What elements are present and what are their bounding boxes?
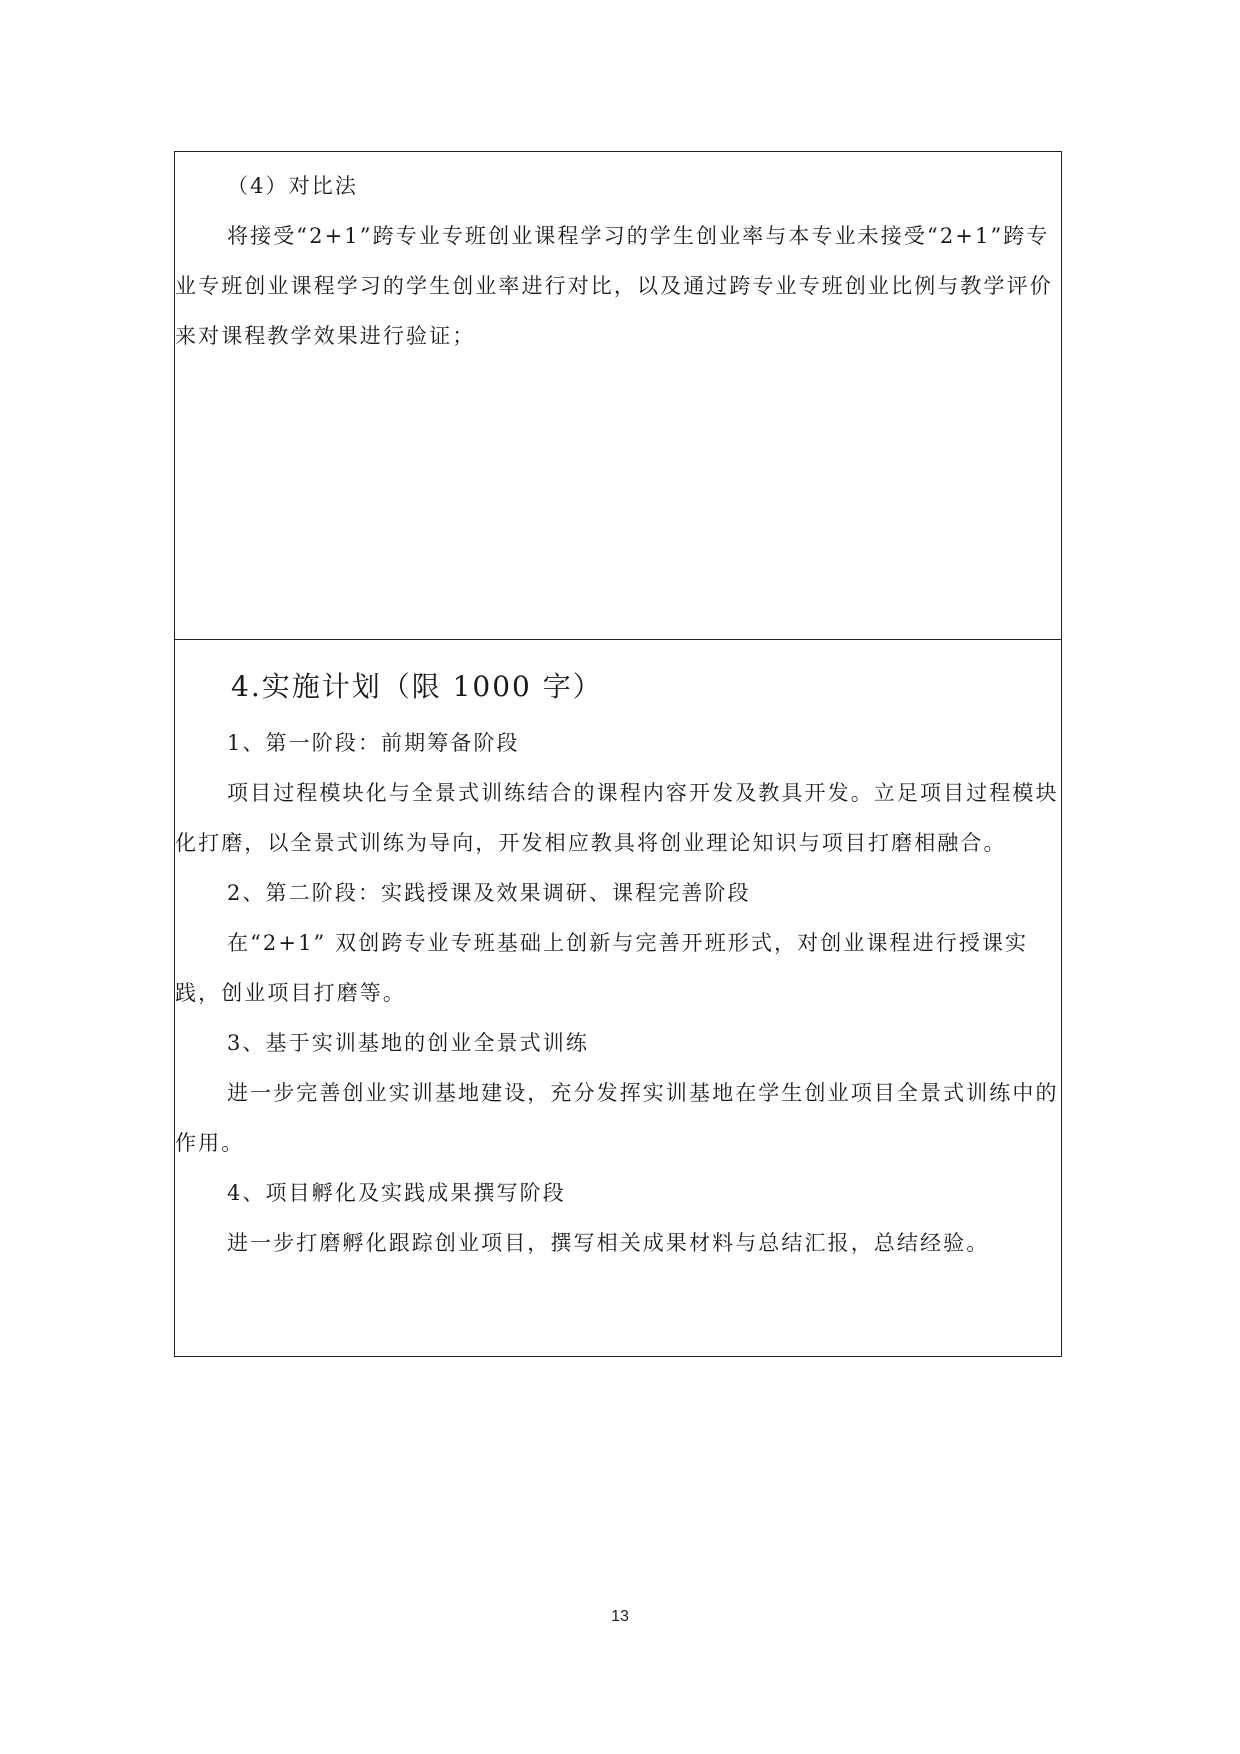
stage2-title: 2、第二阶段：实践授课及效果调研、课程完善阶段 bbox=[227, 881, 751, 905]
stage2-body: 在“2+1” 双创跨专业专班基础上创新与完善开班形式，对创业课程进行授课实践，创业项目打磨等。 bbox=[175, 931, 1029, 1005]
stage1-body: 项目过程模块化与全景式训练结合的课程内容开发及教具开发。立足项目过程模块化打磨，以全景式训练为导向，开发相应教具将创业理论知识与项目打磨相融合。 bbox=[175, 781, 1059, 855]
stage4-body: 进一步打磨孵化跟踪创业项目，撰写相关成果材料与总结汇报，总结经验。 bbox=[227, 1231, 990, 1255]
plan-title: 4.实施计划（限 1000 字） bbox=[231, 670, 603, 703]
method-cell bbox=[175, 152, 1061, 640]
form-table bbox=[174, 151, 1062, 1357]
page-number: 13 bbox=[611, 1608, 629, 1625]
stage1-title: 1、第一阶段：前期筹备阶段 bbox=[227, 731, 520, 755]
method-content bbox=[175, 161, 1061, 361]
stage4-title: 4、项目孵化及实践成果撰写阶段 bbox=[227, 1181, 566, 1205]
plan-content bbox=[175, 718, 1061, 1268]
stage3-title: 3、基于实训基地的创业全景式训练 bbox=[227, 1031, 589, 1055]
method-paragraph: 将接受“2+1”跨专业专班创业课程学习的学生创业率与本专业未接受“2+1”跨专业专班创业课程学习的学生创业率进行对比，以及通过跨专业专班创业比例与教学评价来对课程教学效果进行验证； bbox=[175, 224, 1053, 348]
plan-cell bbox=[175, 640, 1061, 1356]
stage3-body: 进一步完善创业实训基地建设，充分发挥实训基地在学生创业项目全景式训练中的作用。 bbox=[175, 1081, 1059, 1155]
method-heading: （4）对比法 bbox=[227, 174, 358, 198]
